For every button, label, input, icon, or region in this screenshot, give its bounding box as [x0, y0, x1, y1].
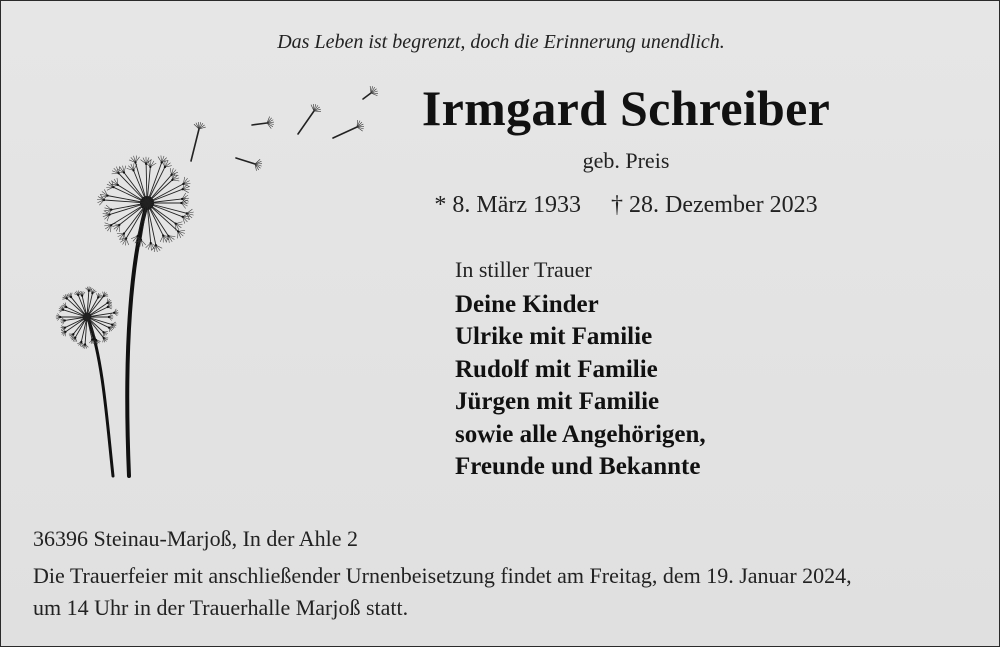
mourner-line: Ulrike mit Familie: [455, 323, 653, 351]
flying-seeds-icon: [191, 86, 378, 171]
mourner-line: Jürgen mit Familie: [455, 388, 660, 416]
birth-date: * 8. März 1933: [434, 192, 582, 218]
service-line: Die Trauerfeier mit anschließender Urnenbeisetzung findet am Freitag, dem 19. Januar 2024,: [33, 563, 852, 588]
funeral-service-info: [33, 560, 978, 624]
family-address: 36396 Steinau-Marjoß, In der Ahle 2: [33, 526, 359, 551]
service-line: um 14 Uhr in der Trauerhalle Marjoß statt.: [33, 595, 409, 620]
motto-text: Das Leben ist begrenzt, doch die Erinnerung unendlich.: [277, 31, 725, 53]
dandelion-illustration: [1, 1, 401, 491]
mourner-line: Deine Kinder: [455, 291, 599, 318]
mourners-list: [455, 289, 706, 483]
deceased-name: Irmgard Schreiber: [421, 80, 831, 136]
life-dates: [381, 192, 871, 219]
mourning-intro: In stiller Trauer: [455, 257, 592, 282]
small-dandelion-icon: [56, 286, 119, 476]
death-date: † 28. Dezember 2023: [611, 192, 818, 218]
mourner-line: sowie alle Angehörigen,: [455, 420, 706, 448]
mourner-line: Rudolf mit Familie: [455, 355, 658, 383]
birth-name: geb. Preis: [582, 148, 670, 173]
mourner-line: Freunde und Bekannte: [455, 453, 701, 481]
